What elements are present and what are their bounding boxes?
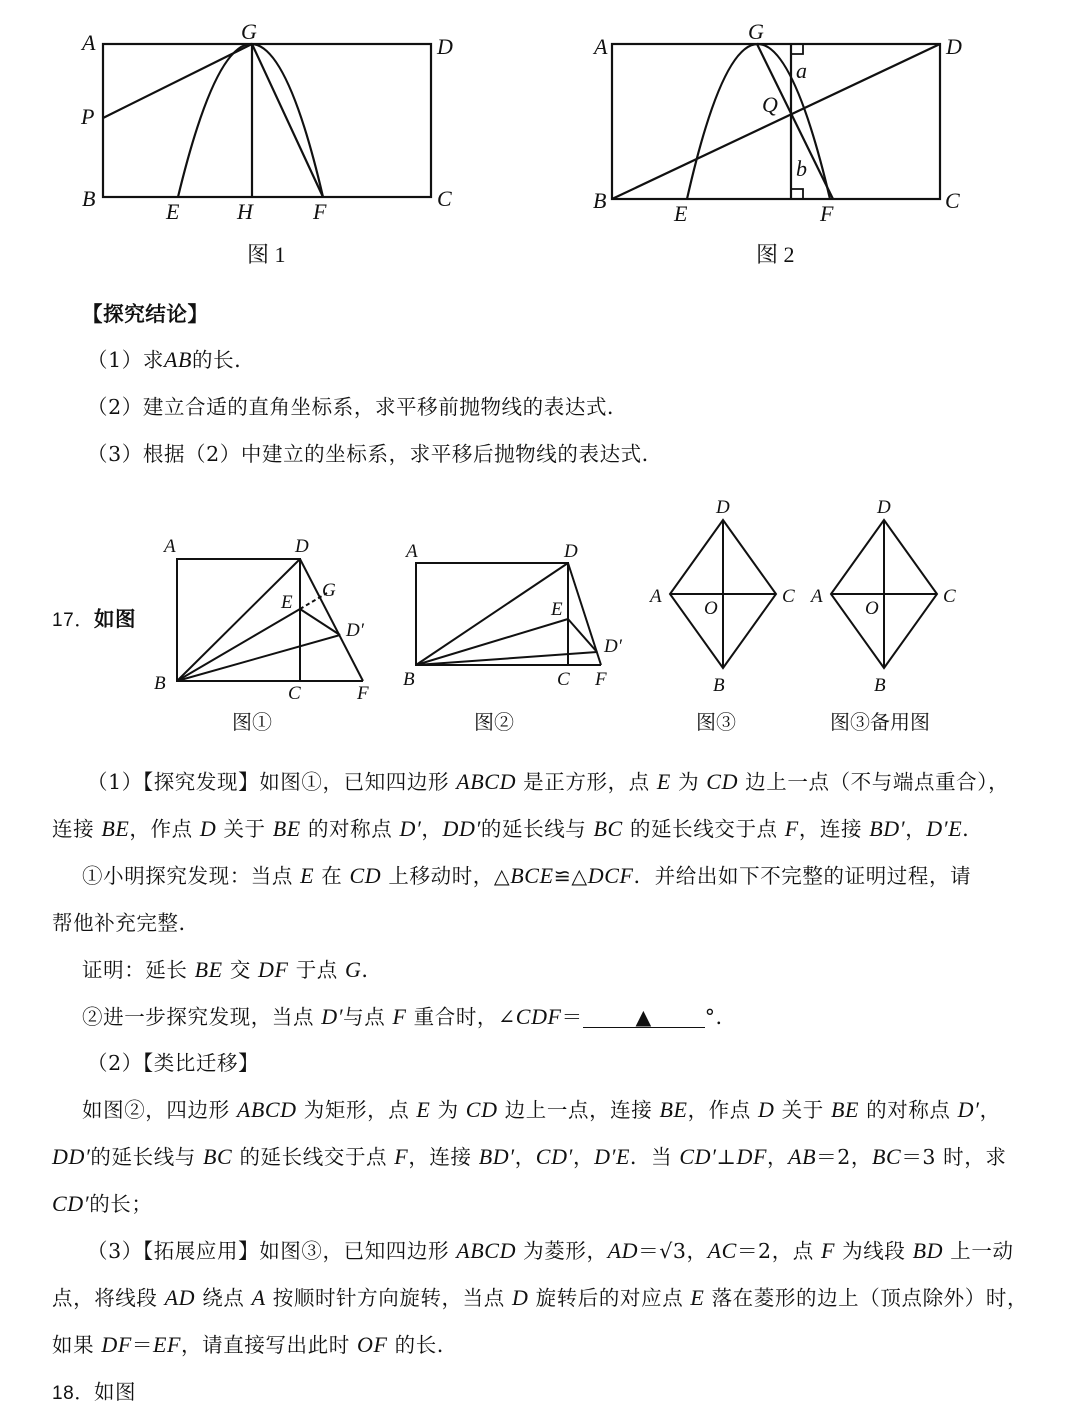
- label-b: b: [796, 156, 807, 181]
- point-label: A: [811, 586, 823, 607]
- geometry-stroke: [416, 563, 568, 665]
- text-run: 如果: [52, 1333, 102, 1357]
- math-variable: CD′: [535, 1144, 573, 1169]
- point-label: D: [295, 536, 309, 557]
- text-run: 的延长线交于点: [622, 817, 785, 841]
- math-variable: D′E: [926, 816, 963, 841]
- point-label: C: [288, 683, 301, 704]
- label-C: C: [945, 188, 960, 213]
- text-run: ＝3 时，求: [901, 1145, 1007, 1169]
- point-label: D: [716, 497, 730, 518]
- text-run: 与点: [343, 1005, 393, 1029]
- text-run: ，: [514, 1145, 536, 1169]
- text-run: ，: [766, 1145, 789, 1169]
- q16-item-1: [87, 343, 255, 373]
- q17-p1-line5: [82, 953, 383, 983]
- q17-p1-line2: [52, 812, 983, 842]
- geometry-stroke: [300, 609, 340, 635]
- label-P: P: [81, 104, 95, 129]
- math-variable: BC: [872, 1144, 902, 1169]
- math-variable: CD′: [679, 1144, 717, 1169]
- label-a: a: [796, 58, 807, 83]
- text-run: 边上一点，连接: [497, 1098, 660, 1122]
- math-variable: ABCD: [456, 769, 517, 794]
- text-run: 的长．: [192, 348, 256, 372]
- q18-header: [52, 1375, 136, 1405]
- math-variable: DF: [736, 1144, 767, 1169]
- point-label: B: [713, 675, 725, 696]
- label-D: D: [437, 34, 453, 59]
- math-variable: OF: [356, 1332, 388, 1357]
- text-run: 为: [430, 1098, 466, 1122]
- text-run: （1）【探究发现】如图①，已知四边形: [87, 770, 457, 794]
- math-variable: CD: [706, 769, 739, 794]
- text-run: 于点: [288, 958, 346, 982]
- label-C: C: [437, 186, 452, 211]
- point-label: G: [322, 580, 336, 601]
- point-label: D: [877, 497, 891, 518]
- caption-fig-3: 图③: [696, 712, 736, 734]
- text-run: 的对称点: [859, 1098, 958, 1122]
- text-run: 18．: [52, 1383, 94, 1404]
- text-run: 的延长线交于点: [232, 1145, 395, 1169]
- diagonal-bd: [612, 44, 940, 199]
- math-variable: EF: [152, 1332, 182, 1357]
- math-variable: BC: [203, 1144, 233, 1169]
- text-run: 关于: [774, 1098, 831, 1122]
- math-variable: D: [511, 1285, 529, 1310]
- math-variable: E: [300, 863, 315, 888]
- text-run: ⊥: [716, 1145, 737, 1169]
- text-run: ，: [905, 817, 927, 841]
- point-label: E: [551, 599, 563, 620]
- text-run: 关于: [216, 817, 273, 841]
- text-run: ＝: [131, 1333, 153, 1357]
- text-run: ．并给出如下不完整的证明过程，请: [633, 864, 972, 888]
- right-angle-top: [791, 44, 803, 54]
- label-Q: Q: [762, 92, 778, 117]
- text-run: 的对称点: [300, 817, 400, 841]
- text-run: 的延长线与: [480, 817, 594, 841]
- text-run: 按顺时针方向旋转，当点: [265, 1286, 512, 1310]
- text-run: ②进一步探究发现，当点: [82, 1005, 322, 1029]
- math-variable: BE: [272, 816, 301, 841]
- q17-header: [52, 602, 136, 632]
- math-variable: DD′: [52, 1144, 91, 1169]
- point-label: D′: [346, 620, 364, 641]
- text-run: ．: [361, 958, 383, 982]
- point-label: A: [650, 586, 662, 607]
- point-label: D′: [604, 636, 622, 657]
- caption-fig1: 图 1: [247, 242, 286, 267]
- label-E: E: [166, 199, 180, 224]
- point-label: F: [357, 683, 369, 704]
- point-label: F: [595, 669, 607, 690]
- math-variable: DCF: [587, 863, 634, 888]
- math-variable: AC: [707, 1238, 737, 1263]
- math-variable: ABCD: [456, 1238, 517, 1263]
- text-run: 落在菱形的边上（顶点除外）时，: [704, 1286, 1029, 1310]
- math-variable: F: [821, 1238, 836, 1263]
- math-variable: BE: [830, 1097, 860, 1122]
- answer-blank[interactable]: ▲: [583, 1007, 705, 1028]
- point-label: B: [403, 669, 415, 690]
- math-variable: CD′: [52, 1191, 90, 1216]
- geometry-stroke: [416, 619, 568, 665]
- math-variable: D′: [399, 816, 422, 841]
- q16-item-2: （2）建立合适的直角坐标系，求平移前抛物线的表达式．: [87, 395, 629, 419]
- q17-p1-line3: [82, 859, 971, 889]
- rectangle-abcd: [103, 44, 431, 197]
- text-run: ．当: [630, 1145, 680, 1169]
- point-label: D: [564, 541, 578, 562]
- math-variable: AD: [607, 1238, 639, 1263]
- text-run: ，: [979, 1098, 1001, 1122]
- text-run: 为菱形，: [516, 1239, 608, 1263]
- text-run: °．: [704, 1005, 737, 1029]
- label-F: F: [820, 201, 834, 226]
- geometry-stroke: [416, 652, 597, 665]
- label-B: B: [593, 188, 607, 213]
- q17-p2-line1: （2）【类比迁移】: [87, 1051, 260, 1075]
- text-run: 为矩形，点: [296, 1098, 417, 1122]
- text-run: ＝√3，: [638, 1239, 708, 1263]
- point-label: A: [406, 541, 418, 562]
- text-run: 重合时，∠: [406, 1005, 516, 1029]
- text-run: ＝2，点: [736, 1239, 822, 1263]
- figure-2: [540, 0, 1060, 280]
- math-variable: DD′: [442, 816, 481, 841]
- text-run: 旋转后的对应点: [528, 1286, 691, 1310]
- math-variable: BE: [101, 816, 130, 841]
- text-run: 的延长线与: [90, 1145, 204, 1169]
- point-label: O: [865, 598, 879, 619]
- point-label: C: [943, 586, 956, 607]
- math-variable: BC: [593, 816, 623, 841]
- text-run: ①小明探究发现：当点: [82, 864, 301, 888]
- text-run: ，: [572, 1145, 595, 1169]
- math-variable: F: [394, 1144, 409, 1169]
- q17-figure-1: [150, 530, 390, 740]
- q17-p3-line3: [52, 1328, 458, 1358]
- q17-p3-line2: [52, 1281, 1028, 1311]
- math-variable: BD′: [869, 816, 906, 841]
- math-variable: E: [690, 1285, 705, 1310]
- text-run: ，连接: [798, 817, 870, 841]
- text-run: 为: [670, 770, 707, 794]
- q17-p1-line6: [82, 1000, 737, 1030]
- text-run: 的长；: [89, 1192, 153, 1216]
- figure-1: [0, 0, 560, 280]
- math-variable: DF: [258, 957, 289, 982]
- q17-figure-3-spare: [800, 490, 980, 740]
- point-label: E: [281, 592, 293, 613]
- q16-heading: 【探究结论】: [82, 302, 209, 326]
- math-variable: D′: [321, 1004, 344, 1029]
- text-run: 上一动: [943, 1239, 1014, 1263]
- text-run: 点，将线段: [52, 1286, 165, 1310]
- q17-p3-line1: [87, 1234, 1014, 1264]
- point-label: C: [557, 669, 570, 690]
- q17-figure-3: [640, 490, 810, 740]
- math-variable: AB: [788, 1144, 817, 1169]
- text-run: 证明：延长: [82, 958, 195, 982]
- text-run: 的长．: [387, 1333, 458, 1357]
- text-run: ＝: [561, 1005, 583, 1029]
- text-run: ，作点: [129, 817, 200, 841]
- math-variable: BCE: [510, 863, 554, 888]
- math-variable: CD: [349, 863, 382, 888]
- math-variable: A: [251, 1285, 266, 1310]
- math-variable: E: [656, 769, 671, 794]
- text-run: 如图: [93, 607, 137, 631]
- math-variable: AB: [163, 347, 193, 372]
- text-run: 是正方形，点: [516, 770, 657, 794]
- text-run: 绕点: [195, 1286, 252, 1310]
- text-run: 在: [314, 864, 350, 888]
- math-variable: D′E: [594, 1144, 631, 1169]
- label-G: G: [241, 19, 257, 44]
- math-variable: BD: [912, 1238, 944, 1263]
- caption-fig2: 图 2: [756, 242, 795, 267]
- point-label: A: [164, 536, 176, 557]
- math-variable: D: [758, 1097, 775, 1122]
- text-run: 边上一点（不与端点重合），: [738, 770, 1010, 794]
- label-A: A: [594, 34, 608, 59]
- text-run: ≌△: [553, 864, 588, 888]
- point-label: B: [874, 675, 886, 696]
- math-variable: G: [345, 957, 362, 982]
- q17-p1-line4: 帮他补充完整．: [52, 911, 200, 935]
- label-B: B: [82, 186, 96, 211]
- segment-gf: [252, 44, 323, 197]
- text-run: 如图: [93, 1380, 137, 1404]
- q17-p1-line1: [87, 765, 1009, 795]
- caption-fig-1: 图①: [232, 712, 272, 734]
- point-label: B: [154, 673, 166, 694]
- label-A: A: [82, 30, 96, 55]
- math-variable: BD′: [478, 1144, 515, 1169]
- label-F: F: [313, 199, 327, 224]
- math-variable: AD: [164, 1285, 196, 1310]
- math-variable: F: [784, 816, 799, 841]
- q17-p2-line2: [82, 1093, 1001, 1123]
- math-variable: ABCD: [236, 1097, 297, 1122]
- text-run: （3）【拓展应用】如图③，已知四边形: [87, 1239, 457, 1263]
- text-run: 如图②，四边形: [82, 1098, 237, 1122]
- math-variable: D: [199, 816, 217, 841]
- geometry-stroke: [568, 619, 597, 652]
- math-variable: F: [392, 1004, 407, 1029]
- label-H: H: [237, 199, 253, 224]
- text-run: 上移动时，△: [381, 864, 511, 888]
- text-run: ，: [421, 817, 443, 841]
- math-variable: E: [416, 1097, 431, 1122]
- text-run: ．: [962, 817, 984, 841]
- text-run: ，作点: [687, 1098, 758, 1122]
- math-variable: BE: [659, 1097, 688, 1122]
- q16-item-3: （3）根据（2）中建立的坐标系，求平移后抛物线的表达式．: [87, 442, 663, 466]
- q17-p2-line3: [52, 1140, 1007, 1170]
- text-run: 连接: [52, 817, 102, 841]
- text-run: ，请直接写出此时: [181, 1333, 357, 1357]
- caption-fig-3-spare: 图③备用图: [830, 712, 930, 734]
- segment-gf: [757, 44, 833, 199]
- text-run: 交: [222, 958, 259, 982]
- label-G: G: [748, 19, 764, 44]
- label-D: D: [946, 34, 962, 59]
- right-angle-bottom: [791, 189, 803, 199]
- math-variable: CD: [465, 1097, 498, 1122]
- label-E: E: [674, 201, 688, 226]
- math-variable: D′: [957, 1097, 980, 1122]
- parabola: [687, 44, 830, 199]
- parabola: [178, 44, 323, 197]
- segment-pg: [103, 44, 252, 118]
- text-run: 17．: [52, 610, 94, 631]
- caption-fig-2: 图②: [474, 712, 514, 734]
- math-variable: CDF: [515, 1004, 562, 1029]
- point-label: O: [704, 598, 718, 619]
- math-variable: BE: [194, 957, 223, 982]
- point-label: C: [782, 586, 795, 607]
- q17-p2-line4: [52, 1187, 153, 1217]
- math-variable: DF: [101, 1332, 132, 1357]
- text-run: ＝2，: [816, 1145, 873, 1169]
- text-run: 为线段: [835, 1239, 913, 1263]
- text-run: ，连接: [408, 1145, 479, 1169]
- q17-figure-2: [395, 530, 635, 740]
- text-run: （1）求: [87, 348, 164, 372]
